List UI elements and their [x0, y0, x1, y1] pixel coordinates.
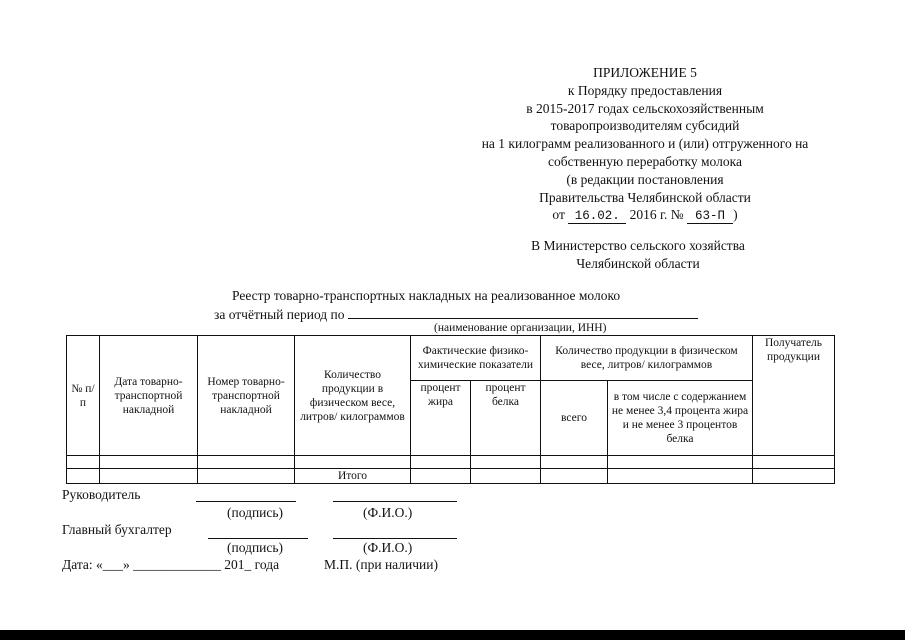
- name-caption: (Ф.И.О.): [363, 505, 413, 520]
- appendix-header: [430, 64, 860, 224]
- date-mid: 2016 г. №: [629, 207, 684, 223]
- addressee-line: В Министерство сельского хозяйства: [531, 238, 745, 253]
- period-label: за отчётный период по: [214, 307, 345, 322]
- accountant-signature-line[interactable]: [208, 537, 308, 539]
- col-header-number: Номер товарно-транспортной накладной: [198, 336, 295, 456]
- header-date-line: [430, 206, 860, 224]
- date-line: Дата: «___» _____________ 201_ года: [62, 557, 280, 572]
- date-suffix: ): [733, 207, 738, 223]
- header-line: ПРИЛОЖЕНИЕ 5: [593, 65, 697, 80]
- col-header-indicators: Фактические физико-химические показатели: [411, 336, 541, 381]
- header-line: товаропроизводителям субсидий: [550, 118, 740, 134]
- scan-edge-bar: [0, 630, 905, 640]
- period-line: [214, 306, 698, 323]
- col-header-recipient: Получатель продукции: [753, 336, 835, 456]
- total-label: Итого: [295, 469, 411, 484]
- head-signature-line[interactable]: [196, 500, 296, 502]
- col-header-quantity-group: Количество продукции в физическом весе, литров/ килограммов: [541, 336, 753, 381]
- header-line: к Порядку предоставления: [567, 82, 723, 98]
- table-row: [67, 456, 835, 469]
- accountant-label: Главный бухгалтер: [62, 522, 172, 537]
- header-line: Правительства Челябинской области: [539, 189, 751, 205]
- name-caption: (Ф.И.О.): [363, 540, 413, 555]
- date-prefix: от: [552, 207, 565, 223]
- total-row: [67, 469, 835, 484]
- header-line: (в редакции постановления: [566, 171, 724, 187]
- col-header-quantity: Количество продукции в физическом весе, литров/ килограммов: [295, 336, 411, 456]
- addressee: [478, 237, 798, 273]
- signature-caption: (подпись): [227, 505, 284, 520]
- stamp-note: М.П. (при наличии): [324, 557, 438, 572]
- registry-table: [66, 335, 835, 484]
- head-label: Руководитель: [62, 487, 141, 502]
- col-header-protein: процент белка: [471, 381, 541, 456]
- col-header-num: № п/п: [67, 336, 100, 456]
- accountant-name-line[interactable]: [333, 537, 457, 539]
- organization-field[interactable]: [348, 306, 698, 319]
- addressee-line: Челябинской области: [576, 256, 700, 271]
- header-line: на 1 килограмм реализованного и (или) отгруженного на: [481, 136, 809, 152]
- col-header-total: всего: [541, 381, 608, 456]
- registry-title: Реестр товарно-транспортных накладных на реализованное молоко: [232, 288, 621, 303]
- header-line: собственную переработку молока: [548, 153, 742, 169]
- col-header-included: в том числе с содержанием не менее 3,4 процента жира и не менее 3 процентов белка: [608, 381, 753, 456]
- head-name-line[interactable]: [333, 500, 457, 502]
- header-line: в 2015-2017 годах сельскохозяйственным: [526, 100, 764, 116]
- col-header-date: Дата товарно-транспортной накладной: [100, 336, 198, 456]
- org-caption: (наименование организации, ИНН): [434, 322, 607, 334]
- date-value: 16.02.: [568, 209, 626, 224]
- decree-number: 63-П: [687, 209, 733, 224]
- signature-caption: (подпись): [227, 540, 284, 555]
- col-header-fat: процент жира: [411, 381, 471, 456]
